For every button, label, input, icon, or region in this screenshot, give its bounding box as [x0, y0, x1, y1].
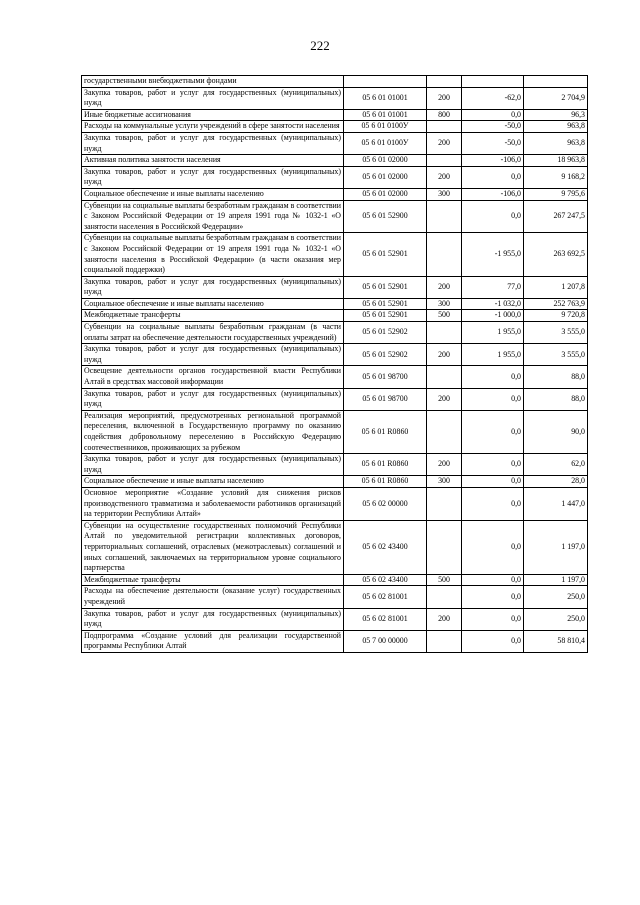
expense-name-cell: Социальное обеспечение и иные выплаты населению [82, 298, 344, 310]
target-code-cell: 05 6 01 0100У [344, 121, 427, 133]
total-amount-cell: 963,8 [524, 121, 588, 133]
table-row [82, 276, 588, 298]
target-code-cell: 05 6 01 02000 [344, 155, 427, 167]
total-amount-cell: 1 207,8 [524, 276, 588, 298]
table-row [82, 233, 588, 276]
total-amount-cell: 9 168,2 [524, 166, 588, 188]
table-row [82, 322, 588, 344]
table-row [82, 87, 588, 109]
target-code-cell: 05 6 01 02000 [344, 166, 427, 188]
change-amount-cell: 0,0 [462, 166, 524, 188]
expense-name-cell: Расходы на коммунальные услуги учреждений в сфере занятости населения [82, 121, 344, 133]
expense-type-cell: 200 [427, 276, 462, 298]
total-amount-cell: 18 963,8 [524, 155, 588, 167]
expense-name-cell: Межбюджетные трансферты [82, 574, 344, 586]
expense-name-cell: Социальное обеспечение и иные выплаты населению [82, 188, 344, 200]
expense-name-cell: Субвенции на социальные выплаты безработным гражданам в соответствии с Законом Российской Федерации от 19 апреля 1991 года № 1032-1 «О занятости населения в Российской Федерации» [82, 200, 344, 233]
total-amount-cell: 88,0 [524, 366, 588, 388]
target-code-cell: 05 6 01 01001 [344, 109, 427, 121]
total-amount-cell: 2 704,9 [524, 87, 588, 109]
total-amount-cell: 267 247,5 [524, 200, 588, 233]
change-amount-cell: -106,0 [462, 155, 524, 167]
change-amount-cell: -50,0 [462, 121, 524, 133]
expense-name-cell: Субвенции на социальные выплаты безработным гражданам (в части оплаты затрат на обеспечение деятельности государственных учреждений) [82, 322, 344, 344]
table-row [82, 366, 588, 388]
expense-name-cell: Реализация мероприятий, предусмотренных региональной программой переселения, включенной в Государственную программу по оказанию содействия добровольному переселению в Российскую Федерацию соотечественников, проживающих за рубежом [82, 410, 344, 453]
table-row [82, 586, 588, 608]
expense-type-cell: 500 [427, 310, 462, 322]
expense-type-cell: 200 [427, 87, 462, 109]
target-code-cell: 05 6 01 52901 [344, 298, 427, 310]
target-code-cell: 05 6 01 98700 [344, 388, 427, 410]
change-amount-cell: 1 955,0 [462, 322, 524, 344]
expense-type-cell [427, 233, 462, 276]
expense-type-cell [427, 121, 462, 133]
expense-name-cell: Активная политика занятости населения [82, 155, 344, 167]
change-amount-cell: 0,0 [462, 586, 524, 608]
change-amount-cell: 0,0 [462, 200, 524, 233]
target-code-cell: 05 6 01 01001 [344, 87, 427, 109]
total-amount-cell: 3 555,0 [524, 322, 588, 344]
expense-name-cell: Основное мероприятие «Создание условий для снижения рисков производственного травматизма и заболеваемости работников организаций на территории Республики Алтай» [82, 487, 344, 520]
change-amount-cell: 0,0 [462, 574, 524, 586]
target-code-cell: 05 6 01 52901 [344, 233, 427, 276]
table-row [82, 630, 588, 652]
expense-name-cell: Межбюджетные трансферты [82, 310, 344, 322]
total-amount-cell: 963,8 [524, 132, 588, 154]
total-amount-cell: 9 720,8 [524, 310, 588, 322]
change-amount-cell: 77,0 [462, 276, 524, 298]
expense-type-cell: 500 [427, 574, 462, 586]
target-code-cell: 05 7 00 00000 [344, 630, 427, 652]
expense-name-cell: Закупка товаров, работ и услуг для государственных (муниципальных) нужд [82, 87, 344, 109]
table-row [82, 574, 588, 586]
expense-type-cell: 300 [427, 188, 462, 200]
expense-type-cell [427, 487, 462, 520]
table-row [82, 188, 588, 200]
expense-type-cell [427, 155, 462, 167]
target-code-cell: 05 6 01 52900 [344, 200, 427, 233]
expense-type-cell [427, 76, 462, 88]
table-row [82, 520, 588, 574]
budget-table [81, 75, 588, 653]
target-code-cell: 05 6 01 02000 [344, 188, 427, 200]
change-amount-cell: 0,0 [462, 630, 524, 652]
total-amount-cell: 250,0 [524, 586, 588, 608]
expense-name-cell: Субвенции на осуществление государственных полномочий Республики Алтай по уведомительной регистрации коллективных договоров, территориальных соглашений, отраслевых (межотраслевых) соглашений и иных соглашений, заключаемых на территориальном уровне социального партнерства [82, 520, 344, 574]
table-row [82, 121, 588, 133]
total-amount-cell: 96,3 [524, 109, 588, 121]
total-amount-cell: 1 197,0 [524, 574, 588, 586]
expense-type-cell: 300 [427, 476, 462, 488]
expense-type-cell: 200 [427, 166, 462, 188]
expense-name-cell: Закупка товаров, работ и услуг для государственных (муниципальных) нужд [82, 388, 344, 410]
expense-type-cell [427, 586, 462, 608]
expense-type-cell: 200 [427, 388, 462, 410]
table-row [82, 298, 588, 310]
table-row [82, 166, 588, 188]
expense-name-cell: Освещение деятельности органов государственной власти Республики Алтай в средствах массовой информации [82, 366, 344, 388]
change-amount-cell: -50,0 [462, 132, 524, 154]
expense-type-cell: 200 [427, 132, 462, 154]
expense-type-cell [427, 366, 462, 388]
expense-name-cell: государственными внебюджетными фондами [82, 76, 344, 88]
change-amount-cell: -1 032,0 [462, 298, 524, 310]
target-code-cell: 05 6 01 52901 [344, 276, 427, 298]
target-code-cell: 05 6 01 52902 [344, 344, 427, 366]
target-code-cell: 05 6 01 52901 [344, 310, 427, 322]
target-code-cell: 05 6 01 98700 [344, 366, 427, 388]
table-row [82, 388, 588, 410]
expense-name-cell: Иные бюджетные ассигнования [82, 109, 344, 121]
budget-table-body [82, 76, 588, 653]
page-number: 222 [310, 38, 330, 53]
expense-name-cell: Закупка товаров, работ и услуг для государственных (муниципальных) нужд [82, 276, 344, 298]
expense-type-cell: 800 [427, 109, 462, 121]
table-row [82, 410, 588, 453]
target-code-cell: 05 6 02 43400 [344, 520, 427, 574]
change-amount-cell: 0,0 [462, 366, 524, 388]
expense-name-cell: Закупка товаров, работ и услуг для государственных (муниципальных) нужд [82, 608, 344, 630]
change-amount-cell: 0,0 [462, 487, 524, 520]
expense-name-cell: Субвенции на социальные выплаты безработным гражданам в соответствии с Законом Российской Федерации от 19 апреля 1991 года № 1032-1 «О занятости населения в Российской Федерации» (в части оказания мер социальной поддержки) [82, 233, 344, 276]
expense-type-cell: 200 [427, 608, 462, 630]
expense-type-cell [427, 322, 462, 344]
target-code-cell: 05 6 01 52902 [344, 322, 427, 344]
table-row [82, 487, 588, 520]
total-amount-cell: 263 692,5 [524, 233, 588, 276]
expense-type-cell: 200 [427, 344, 462, 366]
target-code-cell: 05 6 02 81001 [344, 586, 427, 608]
table-row [82, 76, 588, 88]
expense-name-cell: Закупка товаров, работ и услуг для государственных (муниципальных) нужд [82, 166, 344, 188]
total-amount-cell: 252 763,9 [524, 298, 588, 310]
target-code-cell [344, 76, 427, 88]
table-row [82, 310, 588, 322]
change-amount-cell: 0,0 [462, 608, 524, 630]
change-amount-cell: -1 000,0 [462, 310, 524, 322]
target-code-cell: 05 6 01 R0860 [344, 454, 427, 476]
expense-name-cell: Закупка товаров, работ и услуг для государственных (муниципальных) нужд [82, 132, 344, 154]
expense-type-cell [427, 630, 462, 652]
target-code-cell: 05 6 01 R0860 [344, 410, 427, 453]
total-amount-cell: 9 795,6 [524, 188, 588, 200]
target-code-cell: 05 6 01 R0860 [344, 476, 427, 488]
total-amount-cell: 1 197,0 [524, 520, 588, 574]
table-row [82, 344, 588, 366]
expense-name-cell: Социальное обеспечение и иные выплаты населению [82, 476, 344, 488]
target-code-cell: 05 6 01 0100У [344, 132, 427, 154]
total-amount-cell: 1 447,0 [524, 487, 588, 520]
target-code-cell: 05 6 02 00000 [344, 487, 427, 520]
change-amount-cell: -62,0 [462, 87, 524, 109]
expense-name-cell: Закупка товаров, работ и услуг для государственных (муниципальных) нужд [82, 454, 344, 476]
change-amount-cell: 1 955,0 [462, 344, 524, 366]
change-amount-cell: 0,0 [462, 520, 524, 574]
total-amount-cell: 28,0 [524, 476, 588, 488]
table-row [82, 454, 588, 476]
total-amount-cell [524, 76, 588, 88]
total-amount-cell: 90,0 [524, 410, 588, 453]
total-amount-cell: 58 810,4 [524, 630, 588, 652]
expense-type-cell [427, 520, 462, 574]
total-amount-cell: 62,0 [524, 454, 588, 476]
table-row [82, 155, 588, 167]
change-amount-cell: 0,0 [462, 454, 524, 476]
table-row [82, 200, 588, 233]
target-code-cell: 05 6 02 43400 [344, 574, 427, 586]
change-amount-cell: -1 955,0 [462, 233, 524, 276]
table-row [82, 476, 588, 488]
expense-type-cell [427, 410, 462, 453]
target-code-cell: 05 6 02 81001 [344, 608, 427, 630]
expense-name-cell: Расходы на обеспечение деятельности (оказание услуг) государственных учреждений [82, 586, 344, 608]
change-amount-cell: 0,0 [462, 109, 524, 121]
expense-type-cell: 200 [427, 454, 462, 476]
total-amount-cell: 250,0 [524, 608, 588, 630]
expense-type-cell: 300 [427, 298, 462, 310]
change-amount-cell: 0,0 [462, 388, 524, 410]
expense-name-cell: Подпрограмма «Создание условий для реализации государственной программы Республики Алтай [82, 630, 344, 652]
expense-type-cell [427, 200, 462, 233]
change-amount-cell: 0,0 [462, 410, 524, 453]
change-amount-cell: -106,0 [462, 188, 524, 200]
total-amount-cell: 88,0 [524, 388, 588, 410]
change-amount-cell: 0,0 [462, 476, 524, 488]
table-row [82, 109, 588, 121]
table-row [82, 132, 588, 154]
change-amount-cell [462, 76, 524, 88]
table-row [82, 608, 588, 630]
total-amount-cell: 3 555,0 [524, 344, 588, 366]
expense-name-cell: Закупка товаров, работ и услуг для государственных (муниципальных) нужд [82, 344, 344, 366]
